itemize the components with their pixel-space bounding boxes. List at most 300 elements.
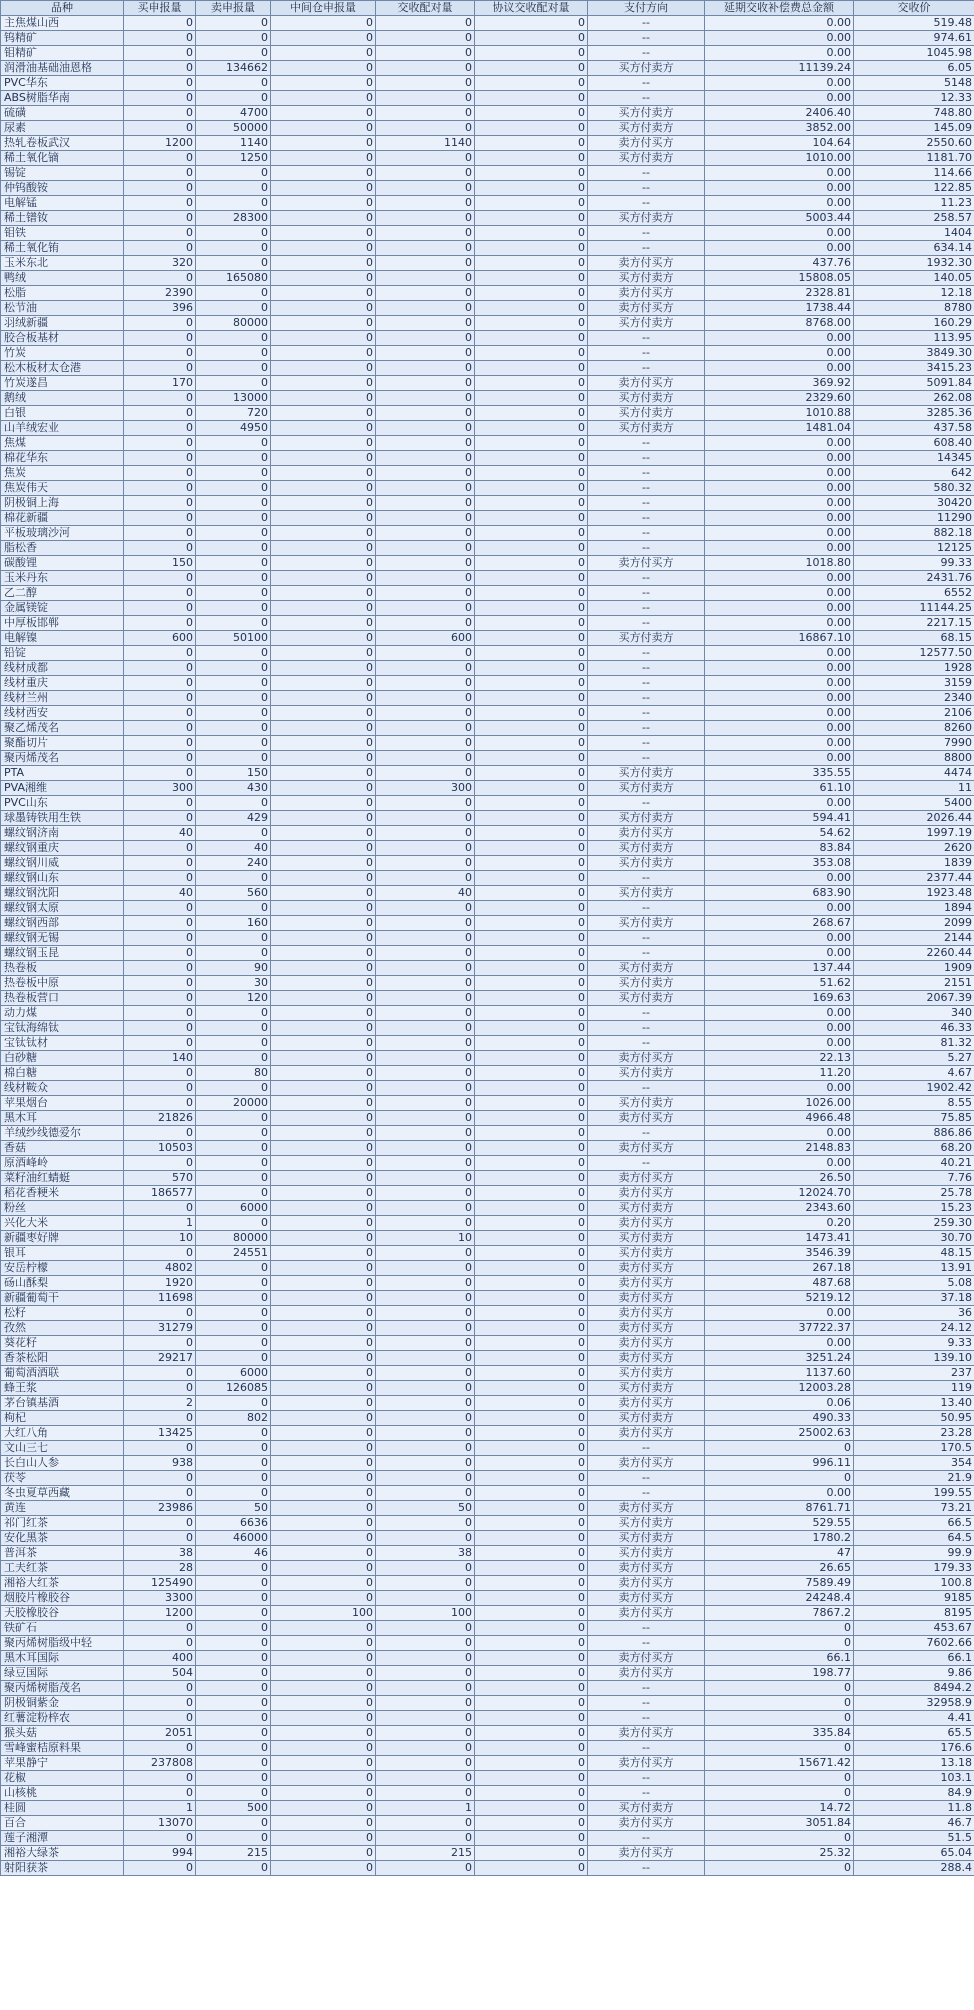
sell-declared-cell: 0 [196,796,271,811]
agreement-matched-cell: 0 [475,1801,588,1816]
variety-cell: 新疆葡萄干 [1,1291,124,1306]
intermediate-declared-cell: 0 [271,271,376,286]
settlement-price-cell: 1894 [854,901,974,916]
deferred-compensation-cell: 0.00 [705,466,854,481]
agreement-matched-cell: 0 [475,1186,588,1201]
buy-declared-cell: 0 [124,586,196,601]
buy-declared-cell: 0 [124,841,196,856]
matched-cell: 0 [376,361,475,376]
matched-cell: 0 [376,31,475,46]
agreement-matched-cell: 0 [475,1726,588,1741]
payment-direction-cell: 卖方付买方 [588,1216,705,1231]
deferred-compensation-cell: 0.00 [705,796,854,811]
deferred-compensation-cell: 0.00 [705,511,854,526]
sell-declared-cell: 0 [196,451,271,466]
agreement-matched-cell: 0 [475,1021,588,1036]
variety-cell: 工夫红茶 [1,1561,124,1576]
agreement-matched-cell: 0 [475,736,588,751]
payment-direction-cell: 买方付卖方 [588,1801,705,1816]
matched-cell: 0 [376,1516,475,1531]
sell-declared-cell: 0 [196,931,271,946]
matched-cell: 0 [376,1066,475,1081]
buy-declared-cell: 0 [124,511,196,526]
deferred-compensation-cell: 683.90 [705,886,854,901]
sell-declared-cell: 0 [196,31,271,46]
intermediate-declared-cell: 0 [271,1366,376,1381]
matched-cell: 0 [376,1576,475,1591]
sell-declared-cell: 0 [196,376,271,391]
agreement-matched-cell: 0 [475,826,588,841]
agreement-matched-cell: 0 [475,961,588,976]
table-row [1,151,974,166]
matched-cell: 0 [376,1201,475,1216]
matched-cell: 0 [376,451,475,466]
matched-cell: 0 [376,1771,475,1786]
table-row [1,76,974,91]
payment-direction-cell: 卖方付买方 [588,1591,705,1606]
payment-direction-cell: -- [588,361,705,376]
payment-direction-cell: -- [588,1636,705,1651]
payment-direction-cell: -- [588,586,705,601]
table-row [1,1801,974,1816]
sell-declared-cell: 28300 [196,211,271,226]
matched-cell: 0 [376,1366,475,1381]
sell-declared-cell: 6000 [196,1366,271,1381]
intermediate-declared-cell: 0 [271,796,376,811]
deferred-compensation-cell: 437.76 [705,256,854,271]
buy-declared-cell: 0 [124,16,196,31]
matched-cell: 40 [376,886,475,901]
intermediate-declared-cell: 0 [271,1156,376,1171]
buy-declared-cell: 0 [124,766,196,781]
deferred-compensation-cell: 16867.10 [705,631,854,646]
agreement-matched-cell: 0 [475,1366,588,1381]
deferred-compensation-cell: 0.00 [705,1126,854,1141]
table-row [1,1456,974,1471]
intermediate-declared-cell: 0 [271,1291,376,1306]
agreement-matched-cell: 0 [475,1276,588,1291]
variety-cell: 硫磺 [1,106,124,121]
deferred-compensation-cell: 0.00 [705,181,854,196]
payment-direction-cell: -- [588,1621,705,1636]
intermediate-declared-cell: 0 [271,1801,376,1816]
matched-cell: 0 [376,151,475,166]
deferred-compensation-cell: 0.00 [705,721,854,736]
table-row [1,631,974,646]
sell-declared-cell: 0 [196,1576,271,1591]
variety-cell: 螺纹钢川威 [1,856,124,871]
intermediate-declared-cell: 0 [271,331,376,346]
agreement-matched-cell: 0 [475,1501,588,1516]
agreement-matched-cell: 0 [475,16,588,31]
variety-cell: 稀土镨钕 [1,211,124,226]
buy-declared-cell: 23986 [124,1501,196,1516]
variety-cell: 普洱茶 [1,1546,124,1561]
deferred-compensation-cell: 0.00 [705,661,854,676]
payment-direction-cell: 买方付卖方 [588,781,705,796]
matched-cell: 0 [376,166,475,181]
settlement-price-cell: 64.5 [854,1531,974,1546]
settlement-price-cell: 12577.50 [854,646,974,661]
settlement-price-cell: 2620 [854,841,974,856]
intermediate-declared-cell: 0 [271,466,376,481]
sell-declared-cell: 0 [196,1216,271,1231]
intermediate-declared-cell: 0 [271,811,376,826]
intermediate-declared-cell: 0 [271,1066,376,1081]
deferred-compensation-cell: 7589.49 [705,1576,854,1591]
table-row [1,1831,974,1846]
settlement-price-cell: 748.80 [854,106,974,121]
intermediate-declared-cell: 0 [271,1546,376,1561]
matched-cell: 0 [376,61,475,76]
deferred-compensation-cell: 12024.70 [705,1186,854,1201]
payment-direction-cell: 卖方付买方 [588,826,705,841]
matched-cell: 0 [376,676,475,691]
variety-cell: 稀土氧化铕 [1,241,124,256]
sell-declared-cell: 0 [196,511,271,526]
deferred-compensation-cell: 198.77 [705,1666,854,1681]
buy-declared-cell: 0 [124,1381,196,1396]
settlement-price-cell: 2144 [854,931,974,946]
agreement-matched-cell: 0 [475,346,588,361]
intermediate-declared-cell: 0 [271,1111,376,1126]
variety-cell: 平板玻璃沙河 [1,526,124,541]
deferred-compensation-cell: 137.44 [705,961,854,976]
sell-declared-cell: 0 [196,1291,271,1306]
sell-declared-cell: 0 [196,556,271,571]
settlement-price-cell: 2550.60 [854,136,974,151]
deferred-compensation-cell: 83.84 [705,841,854,856]
table-row [1,571,974,586]
deferred-compensation-cell: 2328.81 [705,286,854,301]
payment-direction-cell: -- [588,331,705,346]
buy-declared-cell: 0 [124,271,196,286]
intermediate-declared-cell: 0 [271,556,376,571]
settlement-price-cell: 21.9 [854,1471,974,1486]
agreement-matched-cell: 0 [475,61,588,76]
deferred-compensation-cell: 0 [705,1831,854,1846]
sell-declared-cell: 80000 [196,316,271,331]
payment-direction-cell: 买方付卖方 [588,406,705,421]
agreement-matched-cell: 0 [475,706,588,721]
settlement-price-cell: 23.28 [854,1426,974,1441]
payment-direction-cell: 买方付卖方 [588,1546,705,1561]
agreement-matched-cell: 0 [475,1471,588,1486]
sell-declared-cell: 0 [196,1771,271,1786]
buy-declared-cell: 186577 [124,1186,196,1201]
settlement-price-cell: 13.91 [854,1261,974,1276]
table-row [1,61,974,76]
buy-declared-cell: 0 [124,406,196,421]
buy-declared-cell: 0 [124,976,196,991]
table-row [1,496,974,511]
deferred-compensation-cell: 2406.40 [705,106,854,121]
variety-cell: PVC山东 [1,796,124,811]
agreement-matched-cell: 0 [475,856,588,871]
settlement-price-cell: 8.55 [854,1096,974,1111]
payment-direction-cell: 卖方付买方 [588,1171,705,1186]
buy-declared-cell: 0 [124,721,196,736]
table-row [1,511,974,526]
sell-declared-cell: 50000 [196,121,271,136]
table-row [1,391,974,406]
settlement-price-cell: 99.33 [854,556,974,571]
sell-declared-cell: 0 [196,1426,271,1441]
sell-declared-cell: 120 [196,991,271,1006]
intermediate-declared-cell: 0 [271,991,376,1006]
table-row [1,1756,974,1771]
variety-cell: ABS树脂华南 [1,91,124,106]
payment-direction-cell: -- [588,511,705,526]
matched-cell: 0 [376,1261,475,1276]
deferred-compensation-cell: 0.00 [705,646,854,661]
variety-cell: 聚酯切片 [1,736,124,751]
table-header-row [1,1,974,16]
table-row [1,1471,974,1486]
deferred-compensation-cell: 7867.2 [705,1606,854,1621]
payment-direction-cell: 卖方付买方 [588,1351,705,1366]
settlement-price-cell: 4.41 [854,1711,974,1726]
agreement-matched-cell: 0 [475,1081,588,1096]
payment-direction-cell: -- [588,676,705,691]
deferred-compensation-cell: 0 [705,1711,854,1726]
settlement-price-cell: 66.1 [854,1651,974,1666]
agreement-matched-cell: 0 [475,421,588,436]
matched-cell: 50 [376,1501,475,1516]
sell-declared-cell: 0 [196,526,271,541]
intermediate-declared-cell: 0 [271,1021,376,1036]
table-row [1,1636,974,1651]
matched-cell: 0 [376,421,475,436]
buy-declared-cell: 0 [124,931,196,946]
variety-cell: 聚丙烯茂名 [1,751,124,766]
variety-cell: 球墨铸铁用生铁 [1,811,124,826]
sell-declared-cell: 0 [196,1171,271,1186]
intermediate-declared-cell: 0 [271,1561,376,1576]
payment-direction-cell: 买方付卖方 [588,766,705,781]
buy-declared-cell: 0 [124,496,196,511]
settlement-price-cell: 40.21 [854,1156,974,1171]
table-row [1,1081,974,1096]
table-row [1,121,974,136]
table-row [1,361,974,376]
matched-cell: 0 [376,256,475,271]
buy-declared-cell: 0 [124,991,196,1006]
variety-cell: 山羊绒宏业 [1,421,124,436]
buy-declared-cell: 0 [124,601,196,616]
payment-direction-cell: 卖方付买方 [588,1051,705,1066]
agreement-matched-cell: 0 [475,811,588,826]
intermediate-declared-cell: 0 [271,541,376,556]
sell-declared-cell: 720 [196,406,271,421]
table-row [1,1426,974,1441]
variety-cell: 聚乙烯茂名 [1,721,124,736]
table-row [1,481,974,496]
sell-declared-cell: 802 [196,1411,271,1426]
buy-declared-cell: 1200 [124,136,196,151]
sell-declared-cell: 0 [196,1726,271,1741]
intermediate-declared-cell: 0 [271,946,376,961]
payment-direction-cell: 卖方付买方 [588,1756,705,1771]
variety-cell: 聚丙烯树脂级中轻 [1,1636,124,1651]
agreement-matched-cell: 0 [475,691,588,706]
deferred-compensation-cell: 0.00 [705,166,854,181]
variety-cell: 银耳 [1,1246,124,1261]
buy-declared-cell: 1 [124,1801,196,1816]
buy-declared-cell: 0 [124,751,196,766]
table-row [1,241,974,256]
settlement-price-cell: 36 [854,1306,974,1321]
sell-declared-cell: 0 [196,871,271,886]
payment-direction-cell: 买方付卖方 [588,61,705,76]
sell-declared-cell: 0 [196,241,271,256]
payment-direction-cell: 卖方付买方 [588,376,705,391]
buy-declared-cell: 0 [124,331,196,346]
buy-declared-cell: 0 [124,1066,196,1081]
sell-declared-cell: 160 [196,916,271,931]
payment-direction-cell: 买方付卖方 [588,1066,705,1081]
agreement-matched-cell: 0 [475,166,588,181]
buy-declared-cell: 320 [124,256,196,271]
payment-direction-cell: -- [588,796,705,811]
variety-cell: 碳酸锂 [1,556,124,571]
intermediate-declared-cell: 0 [271,1441,376,1456]
settlement-price-cell: 11290 [854,511,974,526]
variety-cell: PVA湘维 [1,781,124,796]
matched-cell: 0 [376,1726,475,1741]
agreement-matched-cell: 0 [475,1216,588,1231]
sell-declared-cell: 134662 [196,61,271,76]
sell-declared-cell: 30 [196,976,271,991]
table-row [1,136,974,151]
payment-direction-cell: -- [588,871,705,886]
agreement-matched-cell: 0 [475,256,588,271]
buy-declared-cell: 0 [124,1411,196,1426]
payment-direction-cell: 卖方付买方 [588,1426,705,1441]
settlement-price-cell: 3285.36 [854,406,974,421]
sell-declared-cell: 0 [196,1396,271,1411]
agreement-matched-cell: 0 [475,1561,588,1576]
buy-declared-cell: 0 [124,346,196,361]
matched-cell: 0 [376,1246,475,1261]
payment-direction-cell: -- [588,1486,705,1501]
agreement-matched-cell: 0 [475,196,588,211]
sell-declared-cell: 80 [196,1066,271,1081]
settlement-price-cell: 176.6 [854,1741,974,1756]
variety-cell: 松木板材太仓港 [1,361,124,376]
settlement-price-cell: 13.18 [854,1756,974,1771]
buy-declared-cell: 0 [124,646,196,661]
variety-cell: 安化黑茶 [1,1531,124,1546]
matched-cell: 0 [376,1651,475,1666]
variety-cell: 钨精矿 [1,31,124,46]
table-row [1,1681,974,1696]
deferred-compensation-cell: 0.00 [705,346,854,361]
table-row [1,1846,974,1861]
payment-direction-cell: 卖方付买方 [588,1111,705,1126]
sell-declared-cell: 430 [196,781,271,796]
buy-declared-cell: 0 [124,361,196,376]
table-row [1,256,974,271]
sell-declared-cell: 0 [196,16,271,31]
buy-declared-cell: 570 [124,1171,196,1186]
buy-declared-cell: 0 [124,466,196,481]
agreement-matched-cell: 0 [475,1846,588,1861]
table-row [1,526,974,541]
intermediate-declared-cell: 0 [271,631,376,646]
settlement-price-cell: 288.4 [854,1861,974,1876]
matched-cell: 0 [376,736,475,751]
deferred-compensation-cell: 0.00 [705,1486,854,1501]
agreement-matched-cell: 0 [475,901,588,916]
deferred-compensation-cell: 3251.24 [705,1351,854,1366]
buy-declared-cell: 504 [124,1666,196,1681]
table-row [1,976,974,991]
payment-direction-cell: 买方付卖方 [588,271,705,286]
matched-cell: 0 [376,1636,475,1651]
payment-direction-cell: -- [588,1126,705,1141]
variety-cell: 枸杞 [1,1411,124,1426]
variety-cell: 线材西安 [1,706,124,721]
buy-declared-cell: 0 [124,1336,196,1351]
sell-declared-cell: 0 [196,541,271,556]
deferred-compensation-cell: 11.20 [705,1066,854,1081]
buy-declared-cell: 0 [124,1516,196,1531]
table-row [1,826,974,841]
sell-declared-cell: 0 [196,226,271,241]
intermediate-declared-cell: 0 [271,1666,376,1681]
matched-cell: 0 [376,121,475,136]
payment-direction-cell: -- [588,1471,705,1486]
variety-cell: 脂松香 [1,541,124,556]
variety-cell: 松籽 [1,1306,124,1321]
payment-direction-cell: -- [588,166,705,181]
intermediate-declared-cell: 0 [271,1381,376,1396]
payment-direction-cell: 卖方付买方 [588,301,705,316]
settlement-price-cell: 14345 [854,451,974,466]
payment-direction-cell: -- [588,946,705,961]
settlement-price-cell: 170.5 [854,1441,974,1456]
buy-declared-cell: 1920 [124,1276,196,1291]
buy-declared-cell: 10 [124,1231,196,1246]
intermediate-declared-cell: 0 [271,436,376,451]
variety-cell: 胶合板基材 [1,331,124,346]
buy-declared-cell: 0 [124,1306,196,1321]
payment-direction-cell: -- [588,1081,705,1096]
variety-cell: 螺纹钢沈阳 [1,886,124,901]
sell-declared-cell: 0 [196,1306,271,1321]
settlement-price-cell: 12.33 [854,91,974,106]
sell-declared-cell: 0 [196,1441,271,1456]
variety-cell: 苹果烟台 [1,1096,124,1111]
sell-declared-cell: 0 [196,1591,271,1606]
table-row [1,541,974,556]
settlement-price-cell: 13.40 [854,1396,974,1411]
deferred-compensation-cell: 26.65 [705,1561,854,1576]
deferred-compensation-cell: 0.00 [705,1021,854,1036]
payment-direction-cell: 卖方付买方 [588,1666,705,1681]
payment-direction-cell: -- [588,481,705,496]
variety-cell: 玉米东北 [1,256,124,271]
intermediate-declared-cell: 0 [271,1201,376,1216]
intermediate-declared-cell: 0 [271,1576,376,1591]
table-row [1,1351,974,1366]
payment-direction-cell: -- [588,691,705,706]
intermediate-declared-cell: 0 [271,1426,376,1441]
sell-declared-cell: 0 [196,601,271,616]
matched-cell: 0 [376,1411,475,1426]
buy-declared-cell: 0 [124,1126,196,1141]
